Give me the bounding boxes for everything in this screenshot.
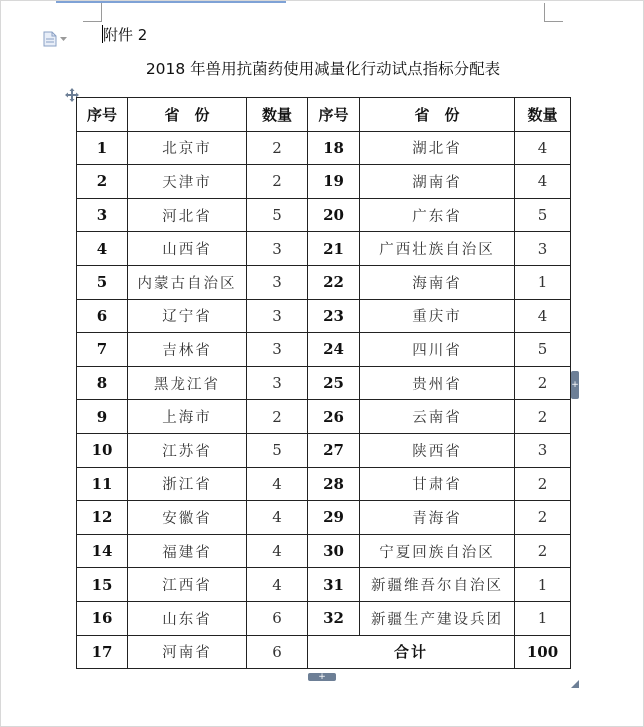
row-insert-handle[interactable]	[308, 673, 336, 681]
province-name: 上海市	[128, 400, 247, 434]
quantity-value: 2	[515, 400, 571, 434]
table-header-row	[77, 98, 571, 132]
row-number: 28	[308, 467, 360, 501]
table-row	[77, 400, 571, 434]
row-number: 29	[308, 501, 360, 535]
table-row	[77, 501, 571, 535]
quantity-value: 5	[247, 433, 308, 467]
row-number: 30	[308, 534, 360, 568]
quantity-value: 4	[515, 299, 571, 333]
row-number: 5	[77, 265, 128, 299]
quantity-value: 5	[515, 198, 571, 232]
province-name: 山东省	[128, 601, 247, 635]
quantity-value: 1	[515, 568, 571, 602]
province-name: 山西省	[128, 232, 247, 266]
row-number: 31	[308, 568, 360, 602]
province-name: 辽宁省	[128, 299, 247, 333]
table-row	[77, 165, 571, 199]
row-number: 14	[77, 534, 128, 568]
row-number: 20	[308, 198, 360, 232]
row-number: 21	[308, 232, 360, 266]
quantity-value: 4	[515, 165, 571, 199]
province-name: 福建省	[128, 534, 247, 568]
quantity-value: 4	[247, 467, 308, 501]
province-name: 四川省	[360, 333, 515, 367]
table-row	[77, 601, 571, 635]
province-name: 新疆生产建设兵团	[360, 601, 515, 635]
quantity-value: 3	[247, 333, 308, 367]
row-number: 16	[77, 601, 128, 635]
quantity-value: 2	[247, 400, 308, 434]
row-number: 1	[77, 131, 128, 165]
allocation-table	[76, 97, 571, 669]
header-qty-left: 数量	[247, 98, 308, 132]
table-row	[77, 265, 571, 299]
table-row	[77, 333, 571, 367]
quantity-value: 3	[515, 433, 571, 467]
quantity-value: 6	[247, 635, 308, 669]
quantity-value: 2	[247, 165, 308, 199]
quantity-value: 3	[247, 265, 308, 299]
row-number: 12	[77, 501, 128, 535]
quantity-value: 4	[247, 501, 308, 535]
row-number: 26	[308, 400, 360, 434]
table-row	[77, 198, 571, 232]
quantity-value: 1	[515, 601, 571, 635]
resize-icon[interactable]	[571, 673, 579, 681]
province-name: 北京市	[128, 131, 247, 165]
table-row-total	[77, 635, 571, 669]
document-icon[interactable]	[43, 31, 69, 47]
quantity-value: 4	[247, 534, 308, 568]
plus-icon: +	[571, 380, 579, 390]
province-name: 重庆市	[360, 299, 515, 333]
table-row	[77, 433, 571, 467]
quantity-value: 2	[515, 467, 571, 501]
quantity-value: 2	[515, 501, 571, 535]
row-number: 11	[77, 467, 128, 501]
header-province-right: 省 份	[360, 98, 515, 132]
quantity-value: 3	[247, 299, 308, 333]
quantity-value: 3	[247, 232, 308, 266]
quantity-value: 2	[247, 131, 308, 165]
quantity-value: 3	[515, 232, 571, 266]
quantity-value: 5	[515, 333, 571, 367]
province-name: 海南省	[360, 265, 515, 299]
province-name: 浙江省	[128, 467, 247, 501]
table-row	[77, 232, 571, 266]
row-number: 9	[77, 400, 128, 434]
row-number: 22	[308, 265, 360, 299]
side-insert-handle[interactable]	[571, 371, 579, 399]
row-number: 8	[77, 366, 128, 400]
province-name: 黑龙江省	[128, 366, 247, 400]
row-number: 23	[308, 299, 360, 333]
province-name: 内蒙古自治区	[128, 265, 247, 299]
province-name: 江苏省	[128, 433, 247, 467]
plus-icon: +	[318, 672, 326, 682]
province-name: 天津市	[128, 165, 247, 199]
header-qty-right: 数量	[515, 98, 571, 132]
row-number: 17	[77, 635, 128, 669]
row-number: 32	[308, 601, 360, 635]
province-name: 湖北省	[360, 131, 515, 165]
total-value: 100	[515, 635, 571, 669]
province-name: 甘肃省	[360, 467, 515, 501]
province-name: 陕西省	[360, 433, 515, 467]
quantity-value: 4	[247, 568, 308, 602]
table-row	[77, 299, 571, 333]
province-name: 河南省	[128, 635, 247, 669]
province-name: 广东省	[360, 198, 515, 232]
row-number: 2	[77, 165, 128, 199]
quantity-value: 2	[515, 366, 571, 400]
province-name: 贵州省	[360, 366, 515, 400]
quantity-value: 5	[247, 198, 308, 232]
row-number: 27	[308, 433, 360, 467]
header-no-left: 序号	[77, 98, 128, 132]
quantity-value: 3	[247, 366, 308, 400]
crop-mark-top-right	[544, 3, 563, 22]
chevron-down-icon[interactable]	[60, 37, 67, 42]
table-row	[77, 467, 571, 501]
quantity-value: 4	[515, 131, 571, 165]
province-name: 青海省	[360, 501, 515, 535]
quantity-value: 6	[247, 601, 308, 635]
table-row	[77, 534, 571, 568]
row-number: 24	[308, 333, 360, 367]
row-number: 7	[77, 333, 128, 367]
table-row	[77, 366, 571, 400]
table-row	[77, 568, 571, 602]
row-number: 3	[77, 198, 128, 232]
province-name: 广西壮族自治区	[360, 232, 515, 266]
province-name: 宁夏回族自治区	[360, 534, 515, 568]
quantity-value: 2	[515, 534, 571, 568]
table-row	[77, 131, 571, 165]
row-number: 6	[77, 299, 128, 333]
quantity-value: 1	[515, 265, 571, 299]
row-number: 4	[77, 232, 128, 266]
crop-mark-top-left	[83, 3, 102, 22]
row-number: 19	[308, 165, 360, 199]
province-name: 安徽省	[128, 501, 247, 535]
row-number: 18	[308, 131, 360, 165]
province-name: 河北省	[128, 198, 247, 232]
province-name: 新疆维吾尔自治区	[360, 568, 515, 602]
total-label: 合计	[308, 635, 515, 669]
province-name: 湖南省	[360, 165, 515, 199]
province-name: 吉林省	[128, 333, 247, 367]
row-number: 10	[77, 433, 128, 467]
row-number: 15	[77, 568, 128, 602]
header-province-left: 省 份	[128, 98, 247, 132]
row-number: 25	[308, 366, 360, 400]
province-name: 云南省	[360, 400, 515, 434]
document-title: 2018 年兽用抗菌药使用减量化行动试点指标分配表	[145, 60, 501, 78]
attachment-label: 附件 2	[103, 26, 148, 44]
header-no-right: 序号	[308, 98, 360, 132]
province-name: 江西省	[128, 568, 247, 602]
